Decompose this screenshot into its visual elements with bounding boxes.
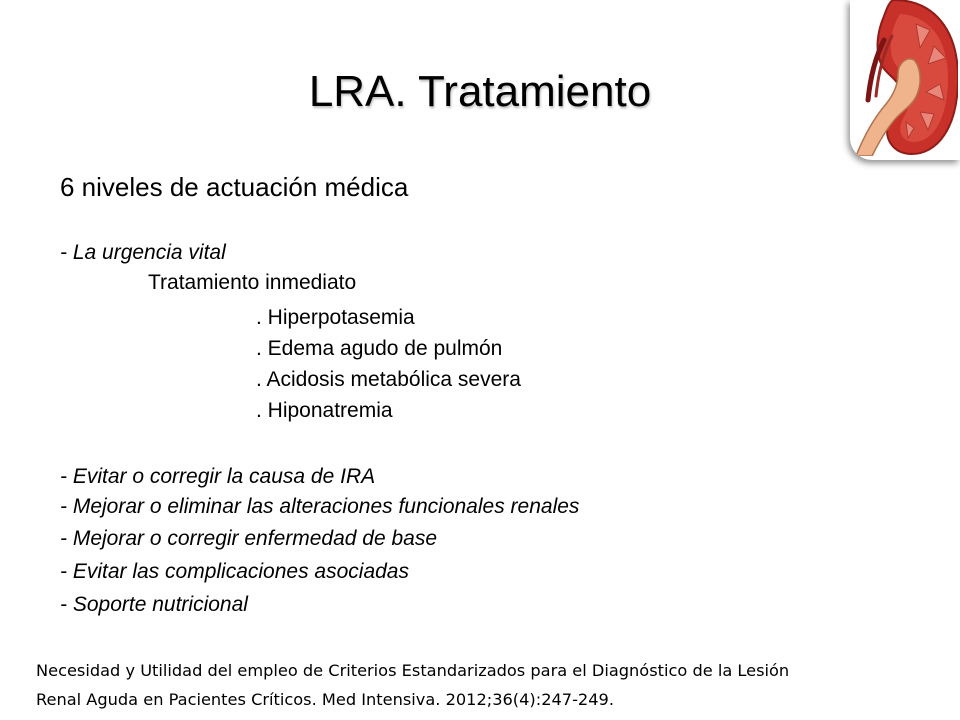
level-item: - Soporte nutricional xyxy=(60,593,248,616)
citation xyxy=(36,656,956,714)
list-item: . Edema agudo de pulmón xyxy=(256,337,503,360)
citation-line: Renal Aguda en Pacientes Críticos. Med Intensiva. 2012;36(4):247-249. xyxy=(36,690,614,709)
kidney-icon xyxy=(854,0,958,156)
list-item: . Acidosis metabólica severa xyxy=(256,368,521,391)
citation-line: Necesidad y Utilidad del empleo de Criterios Estandarizados para el Diagnóstico de la Lesión xyxy=(36,661,790,680)
kidney-image-frame xyxy=(850,0,960,160)
treatment-label: Tratamiento inmediato xyxy=(148,271,357,294)
level-item: - Evitar las complicaciones asociadas xyxy=(60,560,409,583)
list-item: . Hiperpotasemia xyxy=(256,306,415,329)
subtitle: 6 niveles de actuación médica xyxy=(60,172,409,202)
level-item: - Mejorar o corregir enfermedad de base xyxy=(60,527,438,550)
level-urgencia-vital: - La urgencia vital xyxy=(60,241,226,264)
level-item: - Mejorar o eliminar las alteraciones funcionales renales xyxy=(60,495,580,518)
list-item: . Hiponatremia xyxy=(256,399,393,422)
level-item: - Evitar o corregir la causa de IRA xyxy=(60,465,376,488)
slide-title: LRA. Tratamiento xyxy=(308,67,652,116)
